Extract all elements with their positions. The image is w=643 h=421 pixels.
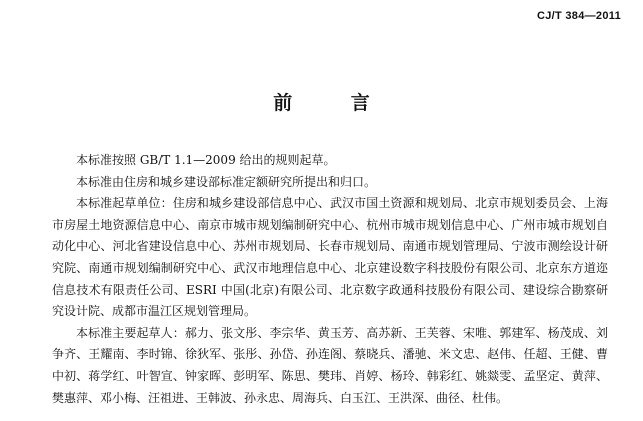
standard-code: CJ/T 384—2011: [536, 10, 621, 22]
preface-body: [52, 150, 608, 409]
page-title: 前 言: [273, 92, 396, 114]
paragraph-drafters: 本标准主要起草人：郝力、张文彤、李宗华、黄玉芳、高苏新、王芙蓉、宋唯、郭建军、杨茂成、刘争齐、王耀南、李时锦、徐狄军、张彤、孙岱、孙连阁、蔡晓兵、潘驰、米文忠、赵伟、任超、王健、曹中初、蒋学红、叶智宣、钟家晖、彭明军、陈思、樊玮、肖婷、杨玲、韩彩红、姚燚雯、孟坚定、黄萍、樊惠萍、邓小梅、汪祖进、王韩波、孙永忠、周海兵、白玉江、王洪深、曲径、杜伟。: [52, 325, 608, 405]
paragraph-drafting-units: 本标准起草单位：住房和城乡建设部信息中心、武汉市国土资源和规划局、北京市规划委员会、上海市房屋土地资源信息中心、南京市城市规划编制研究中心、杭州市城市规划信息中心、广州市城市规划自动化中心、河北省建设信息中心、苏州市规划局、长春市规划局、南通市规划管理局、宁波市测绘设计研究院、南通市规划编制研究中心、武汉市地理信息中心、北京建设数字科技股份有限公司、北京东方道迩信息技术有限责任公司、ESRI 中国(北京)有限公司、北京数字政通科技股份有限公司、建设综合勘察研究设计院、成都市温江区规划管理局。: [52, 196, 608, 319]
paragraph-drafting-rules: 本标准按照 GB/T 1.1—2009 给出的规则起草。: [76, 153, 336, 167]
paragraph-proposer: 本标准由住房和城乡建设部标准定额研究所提出和归口。: [76, 174, 377, 189]
